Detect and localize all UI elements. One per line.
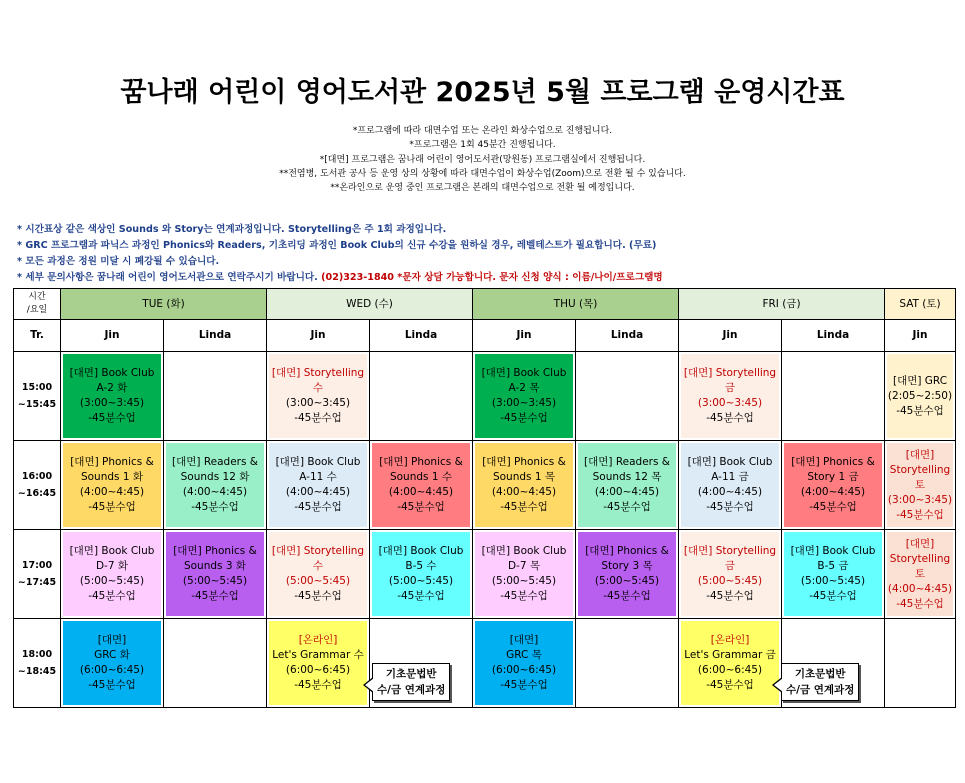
class-block — [269, 621, 367, 705]
class-line: [대면] Book Club — [790, 545, 876, 557]
time-text: ~17:45 — [17, 577, 57, 588]
class-cell — [782, 530, 885, 619]
class-line: A-11 수 — [299, 471, 337, 483]
class-line: (4:00~4:45) — [285, 486, 351, 498]
bullet-line: * 모든 과정은 정원 미달 시 폐강될 수 있습니다. — [17, 256, 220, 267]
class-line: A-2 화 — [96, 382, 128, 394]
empty-cell — [164, 619, 267, 708]
header-label: /요일 — [26, 305, 48, 315]
class-block — [269, 443, 367, 527]
day-header-thu: THU (목) — [473, 289, 679, 320]
time-slot — [14, 441, 61, 530]
class-block — [578, 532, 676, 616]
class-line: 수 — [312, 560, 324, 572]
class-line: [대면] Storytelling — [271, 367, 365, 379]
class-line: [대면] Book Club — [481, 545, 567, 557]
class-line: (3:00~3:45) — [697, 397, 763, 409]
class-line: 토 — [914, 478, 926, 491]
class-line: (3:00~3:45) — [79, 397, 145, 409]
class-line: (4:00~4:45) — [594, 486, 660, 498]
class-line: Sounds 1 목 — [492, 471, 556, 483]
class-block — [887, 354, 953, 438]
notes — [0, 124, 965, 195]
callout-line: 수/금 연계과정 — [786, 684, 855, 696]
class-line: Storytelling — [889, 463, 951, 476]
class-cell — [370, 530, 473, 619]
day-header-tue: TUE (화) — [61, 289, 267, 320]
info-bullets — [17, 222, 663, 286]
class-line: (4:00~4:45) — [887, 582, 953, 595]
class-line: -45분수업 — [896, 508, 944, 521]
class-line: [대면] Book Club — [275, 456, 361, 468]
class-cell — [267, 441, 370, 530]
class-cell — [473, 530, 576, 619]
class-line: -45분수업 — [191, 590, 239, 602]
page-title: 꿈나래 어린이 영어도서관 2025년 5월 프로그램 운영시간표 — [120, 77, 845, 108]
note-line: *프로그램에 따라 대면수업 또는 온라인 화상수업으로 진행됩니다. — [352, 126, 613, 136]
class-line: -45분수업 — [603, 590, 651, 602]
empty-cell — [885, 619, 956, 708]
class-block — [578, 443, 676, 527]
class-line: Sounds 1 화 — [80, 471, 144, 483]
class-block — [887, 532, 953, 616]
time-slot — [14, 530, 61, 619]
class-line: 금 — [724, 382, 736, 394]
class-line: -45분수업 — [397, 501, 445, 513]
time-slot — [14, 619, 61, 708]
class-block — [784, 443, 882, 527]
class-cell — [164, 530, 267, 619]
class-line: [대면] Storytelling — [683, 545, 777, 557]
time-text: ~15:45 — [17, 399, 57, 410]
teacher-name: Linda — [370, 320, 473, 352]
class-line: [대면] Phonics & — [379, 456, 463, 468]
class-line: (5:00~5:45) — [388, 575, 454, 587]
class-line: -45분수업 — [191, 501, 239, 513]
class-line: (5:00~5:45) — [594, 575, 660, 587]
class-line: Sounds 12 화 — [180, 471, 250, 483]
class-line: (6:00~6:45) — [79, 664, 145, 676]
class-line: [대면] — [905, 537, 935, 550]
class-block — [63, 621, 161, 705]
class-line: -45분수업 — [809, 590, 857, 602]
class-line: (5:00~5:45) — [285, 575, 351, 587]
class-block — [475, 443, 573, 527]
class-line: [대면] Book Club — [69, 367, 155, 379]
class-line: -45분수업 — [809, 501, 857, 513]
class-line: [대면] Book Club — [378, 545, 464, 557]
teacher-name: Linda — [164, 320, 267, 352]
class-cell — [679, 441, 782, 530]
note-line: **전염병, 도서관 공사 등 운영 상의 상황에 따라 대면수업이 화상수업(Zoom)으로 전환 될 수 있습니다. — [279, 168, 686, 179]
day-header-wed: WED (수) — [267, 289, 473, 320]
class-line: [온라인] — [710, 634, 750, 646]
class-line: Story 1 금 — [807, 471, 859, 483]
class-cell — [61, 352, 164, 441]
time-text: 17:00 — [21, 560, 53, 571]
class-line: A-11 금 — [711, 471, 749, 483]
class-line: -45분수업 — [706, 679, 754, 691]
class-line: -45분수업 — [706, 590, 754, 602]
class-line: GRC 목 — [506, 649, 542, 661]
class-line: (4:00~4:45) — [388, 486, 454, 498]
class-line: -45분수업 — [294, 412, 342, 424]
class-line: -45분수업 — [896, 404, 944, 417]
class-line: -45분수업 — [88, 501, 136, 513]
contact-info: (02)323-1840 *문자 상담 가능합니다. 문자 신청 양식 : 이름/나이/프로그램명 — [321, 272, 663, 283]
class-line: [대면] Book Club — [687, 456, 773, 468]
class-line: (6:00~6:45) — [285, 664, 351, 676]
class-line: [대면] Phonics & — [173, 545, 257, 557]
class-line: D-7 목 — [507, 560, 541, 572]
class-line: -45분수업 — [706, 501, 754, 513]
class-line: Storytelling — [889, 552, 951, 565]
class-line: 토 — [914, 567, 926, 580]
class-cell — [267, 530, 370, 619]
class-line: [대면] — [97, 634, 127, 646]
day-header-sat: SAT (토) — [885, 289, 956, 320]
time-day-header — [14, 289, 61, 320]
class-line: B-5 금 — [817, 560, 849, 572]
class-line: [대면] Storytelling — [683, 367, 777, 379]
time-text: ~16:45 — [17, 488, 57, 499]
class-line: GRC 화 — [94, 649, 130, 661]
class-line: Sounds 12 목 — [592, 471, 662, 483]
class-line: [대면] Readers & — [584, 456, 670, 468]
class-line: -45분수업 — [88, 679, 136, 691]
teacher-name: Jin — [679, 320, 782, 352]
class-line: (3:00~3:45) — [285, 397, 351, 409]
class-line: (5:00~5:45) — [79, 575, 145, 587]
day-header-fri: FRI (금) — [679, 289, 885, 320]
header-label: 시간 — [28, 292, 46, 302]
class-block — [372, 532, 470, 616]
class-line: 금 — [724, 560, 736, 572]
class-block — [475, 621, 573, 705]
class-line: D-7 화 — [95, 560, 129, 572]
grammar-callout — [372, 663, 450, 701]
callout-line: 기초문법반 — [794, 668, 846, 680]
class-cell — [679, 619, 782, 708]
class-cell — [267, 619, 370, 708]
bullet-text: * 세부 문의사항은 꿈나래 어린이 영어도서관으로 연락주시기 바랍니다. — [17, 272, 322, 283]
grammar-callout — [781, 663, 859, 701]
class-line: (6:00~6:45) — [491, 664, 557, 676]
class-line: Sounds 3 화 — [183, 560, 247, 572]
note-line: *[대면] 프로그램은 꿈나래 어린이 영어도서관(망원동) 프로그램실에서 진행됩니다. — [319, 154, 646, 165]
teacher-name: Linda — [782, 320, 885, 352]
time-text: ~18:45 — [17, 666, 57, 677]
class-line: (5:00~5:45) — [800, 575, 866, 587]
class-block — [166, 443, 264, 527]
class-cell — [576, 441, 679, 530]
class-line: 수 — [312, 382, 324, 394]
class-line: -45분수업 — [397, 590, 445, 602]
class-line: -45분수업 — [500, 501, 548, 513]
class-cell — [473, 441, 576, 530]
class-cell — [164, 441, 267, 530]
class-line: -45분수업 — [603, 501, 651, 513]
class-line: A-2 목 — [508, 382, 540, 394]
class-line: [대면] Phonics & — [585, 545, 669, 557]
class-block — [372, 443, 470, 527]
class-line: B-5 수 — [405, 560, 437, 572]
teacher-name: Linda — [576, 320, 679, 352]
class-block — [63, 354, 161, 438]
class-line: (5:00~5:45) — [491, 575, 557, 587]
class-line: (4:00~4:45) — [800, 486, 866, 498]
empty-cell — [576, 619, 679, 708]
class-line: -45분수업 — [88, 590, 136, 602]
class-cell — [576, 530, 679, 619]
teacher-name: Jin — [885, 320, 956, 352]
class-line: (4:00~4:45) — [79, 486, 145, 498]
note-line: *프로그램은 1회 45분간 진행됩니다. — [409, 140, 556, 151]
class-block — [166, 532, 264, 616]
class-line: -45분수업 — [294, 501, 342, 513]
class-line: [대면] GRC — [892, 374, 948, 387]
class-line: -45분수업 — [500, 679, 548, 691]
class-line: (5:00~5:45) — [182, 575, 248, 587]
class-block — [269, 354, 367, 438]
teacher-name: Jin — [61, 320, 164, 352]
class-block — [681, 354, 779, 438]
class-cell — [61, 530, 164, 619]
class-block — [475, 354, 573, 438]
class-line: (3:00~3:45) — [887, 493, 953, 506]
class-line: -45분수업 — [896, 597, 944, 610]
empty-cell — [370, 352, 473, 441]
class-cell — [267, 352, 370, 441]
teacher-name: Jin — [267, 320, 370, 352]
class-line: [대면] Readers & — [172, 456, 258, 468]
class-line: (4:00~4:45) — [491, 486, 557, 498]
class-line: (4:00~4:45) — [182, 486, 248, 498]
note-line: **온라인으로 운영 중인 프로그램은 본래의 대면수업으로 전환 될 예정입니다. — [330, 183, 635, 194]
class-block — [269, 532, 367, 616]
callout-line: 수/금 연계과정 — [377, 684, 446, 696]
bullet-line — [17, 270, 663, 286]
class-line: [대면] — [509, 634, 539, 646]
class-line: Let's Grammar 수 — [272, 649, 364, 661]
class-line: [대면] Book Club — [69, 545, 155, 557]
class-cell — [885, 441, 956, 530]
class-cell — [473, 352, 576, 441]
class-cell — [679, 352, 782, 441]
class-line: Let's Grammar 금 — [684, 649, 776, 661]
time-slot — [14, 352, 61, 441]
class-line: (3:00~3:45) — [491, 397, 557, 409]
class-line: Story 3 목 — [601, 560, 653, 572]
class-line: [대면] Phonics & — [70, 456, 154, 468]
schedule-table — [13, 288, 956, 708]
class-block — [63, 443, 161, 527]
class-line: [대면] Book Club — [481, 367, 567, 379]
class-line: Sounds 1 수 — [389, 471, 453, 483]
time-text: 18:00 — [21, 649, 53, 660]
class-cell — [61, 619, 164, 708]
class-line: -45분수업 — [500, 590, 548, 602]
class-line: -45분수업 — [294, 590, 342, 602]
class-line: -45분수업 — [500, 412, 548, 424]
empty-cell — [782, 352, 885, 441]
class-block — [681, 621, 779, 705]
class-line: (5:00~5:45) — [697, 575, 763, 587]
class-line: -45분수업 — [706, 412, 754, 424]
class-cell — [61, 441, 164, 530]
class-cell — [473, 619, 576, 708]
empty-cell — [576, 352, 679, 441]
class-line: -45분수업 — [88, 412, 136, 424]
class-block — [475, 532, 573, 616]
class-line: [대면] — [905, 448, 935, 461]
empty-cell — [164, 352, 267, 441]
class-cell — [679, 530, 782, 619]
class-cell — [885, 352, 956, 441]
class-cell — [370, 441, 473, 530]
bullet-line: * 시간표상 같은 색상인 Sounds 와 Story는 연계과정입니다. Storytelling은 주 1회 과정입니다. — [17, 224, 447, 235]
class-block — [681, 443, 779, 527]
class-block — [784, 532, 882, 616]
class-line: [대면] Phonics & — [482, 456, 566, 468]
class-line: [대면] Phonics & — [791, 456, 875, 468]
time-text: 16:00 — [21, 471, 53, 482]
class-cell — [782, 441, 885, 530]
class-line: -45분수업 — [294, 679, 342, 691]
time-text: 15:00 — [21, 382, 53, 393]
class-line: (6:00~6:45) — [697, 664, 763, 676]
class-line: [대면] Storytelling — [271, 545, 365, 557]
class-line: (4:00~4:45) — [697, 486, 763, 498]
class-line: [온라인] — [298, 634, 338, 646]
class-block — [681, 532, 779, 616]
teacher-name: Jin — [473, 320, 576, 352]
callout-line: 기초문법반 — [385, 668, 437, 680]
class-cell — [885, 530, 956, 619]
class-line: (2:05~2:50) — [887, 389, 953, 402]
trainer-label: Tr. — [14, 320, 61, 352]
class-block — [63, 532, 161, 616]
bullet-line: * GRC 프로그램과 파닉스 과정인 Phonics와 Readers, 기초리딩 과정인 Book Club의 신규 수강을 원하실 경우, 레벨테스트가 필요합니다. (무료) — [17, 240, 657, 251]
class-block — [887, 443, 953, 527]
